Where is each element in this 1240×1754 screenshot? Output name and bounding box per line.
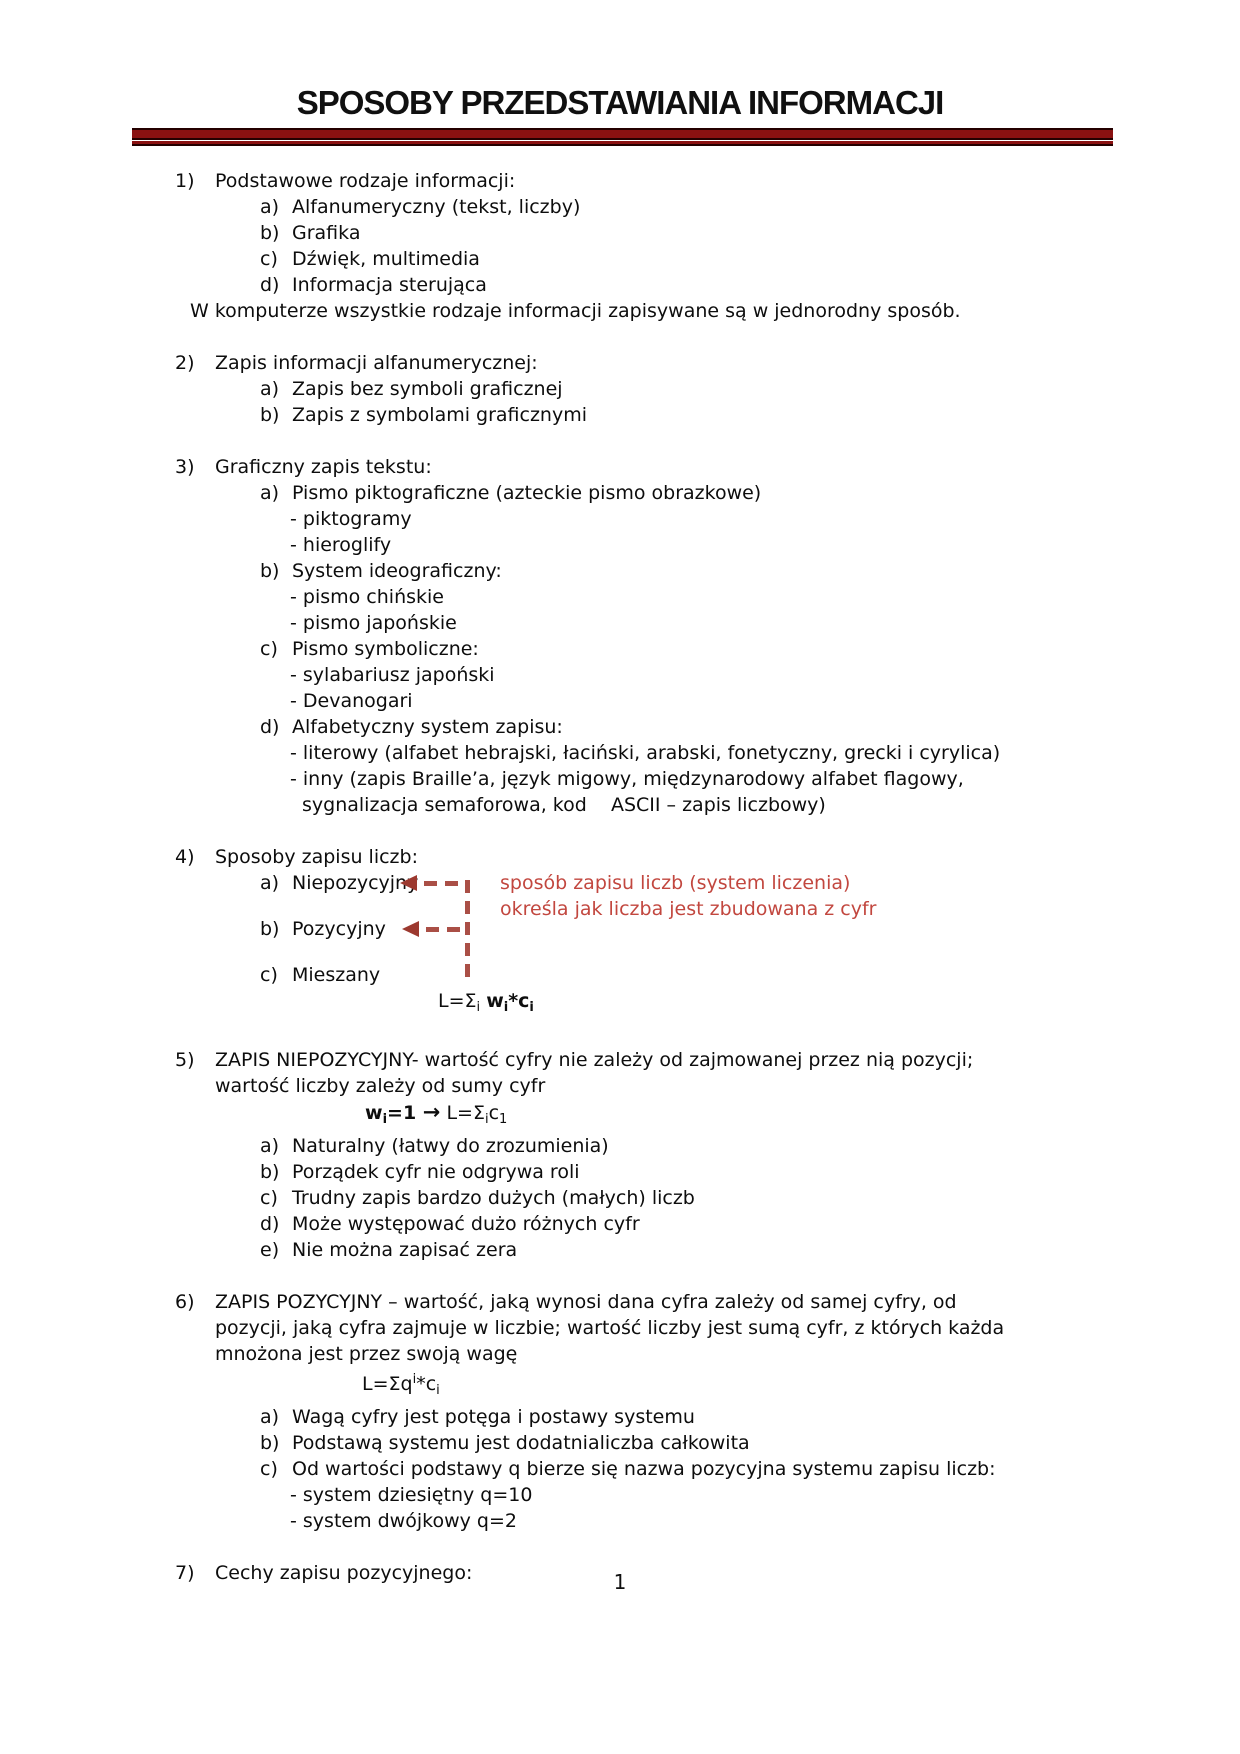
line-text: Zapis bez symboli graficznej: [292, 378, 563, 400]
sub-list-item: [0, 584, 1240, 610]
line-text: - pismo japońskie: [290, 612, 457, 634]
line-text: Pismo symboliczne:: [292, 638, 479, 660]
number-systems-diagram: [0, 870, 1240, 988]
formula-segment: L=Σ: [438, 990, 477, 1012]
line-text: Graficzny zapis tekstu:: [215, 456, 432, 478]
arrow-left-icon: [400, 875, 417, 891]
spacer: [0, 428, 1240, 454]
line-text: ZAPIS POZYCYJNY – wartość, jaką wynosi dana cyfra zależy od samej cyfry, od: [215, 1291, 957, 1313]
line-label: a): [260, 196, 280, 218]
section-heading: [0, 168, 1240, 194]
sub-list-item: [0, 688, 1240, 714]
formula-segment: L=Σq: [362, 1373, 413, 1395]
arrow-left-icon: [402, 921, 419, 937]
list-item: [0, 1185, 1240, 1211]
dashed-connector-vertical: [465, 880, 470, 978]
formula: [0, 1099, 1240, 1133]
diagram-item: [260, 870, 418, 896]
page-title: SPOSOBY PRZEDSTAWIANIA INFORMACJI: [296, 84, 944, 121]
list-item: [0, 558, 1240, 584]
line-label: c): [260, 248, 278, 270]
line-text: Sposoby zapisu liczb:: [215, 846, 418, 868]
sub-list-item: [0, 532, 1240, 558]
line-text: - pismo chińskie: [290, 586, 444, 608]
title-rule: [132, 128, 1113, 146]
formula: [0, 1367, 1240, 1404]
line-text: - literowy (alfabet hebrajski, łaciński, arabski, fonetyczny, grecki i cyrylica): [290, 742, 1001, 764]
line-text: Dźwięk, multimedia: [292, 248, 480, 270]
list-item: [0, 714, 1240, 740]
line-text: - system dwójkowy q=2: [290, 1510, 517, 1532]
line-label: 3): [175, 456, 195, 478]
section-heading: [0, 1047, 1240, 1073]
line-label: a): [260, 378, 280, 400]
diagram-item-label: b): [260, 918, 280, 940]
line-text: pozycji, jaką cyfra zajmuje w liczbie; wartość liczby jest sumą cyfr, z których każda: [215, 1317, 1005, 1339]
formula-segment: c: [488, 1102, 500, 1124]
sub-list-item: [0, 1508, 1240, 1534]
line-label: b): [260, 404, 280, 426]
line-text: Od wartości podstawy q bierze się nazwa pozycyjna systemu zapisu liczb:: [292, 1458, 996, 1480]
formula-segment: =1: [387, 1102, 423, 1124]
sub-list-item: [0, 766, 1240, 792]
formula-segment: i: [529, 1000, 534, 1015]
list-item: [0, 272, 1240, 298]
section-heading: [0, 350, 1240, 376]
formula-segment: i: [412, 1372, 417, 1387]
diagram-item-text: Mieszany: [292, 964, 381, 986]
list-item: [0, 480, 1240, 506]
title-rule-thick: [132, 128, 1113, 140]
formula-segment: →: [422, 1100, 441, 1124]
line-text: Podstawowe rodzaje informacji:: [215, 170, 516, 192]
annotation-line-1: sposób zapisu liczb (system liczenia): [500, 872, 851, 894]
list-item: [0, 220, 1240, 246]
line-label: b): [260, 1432, 280, 1454]
line-text: ZAPIS NIEPOZYCYJNY- wartość cyfry nie zależy od zajmowanej przez nią pozycji;: [215, 1049, 974, 1071]
line-label: d): [260, 1213, 280, 1235]
line-text: - hieroglify: [290, 534, 392, 556]
formula-segment: *: [508, 990, 519, 1012]
document-body: [0, 168, 1240, 1586]
line-text: Podstawą systemu jest dodatnialiczba całkowita: [292, 1432, 750, 1454]
sub-list-item: [0, 740, 1240, 766]
line-text: Zapis informacji alfanumerycznej:: [215, 352, 538, 374]
formula-segment: 1: [499, 1112, 508, 1127]
list-item: [0, 194, 1240, 220]
line-label: a): [260, 1406, 280, 1428]
section-heading-continuation: [0, 1315, 1240, 1341]
sub-list-item: [0, 610, 1240, 636]
line-text: - piktogramy: [290, 508, 412, 530]
spacer: [0, 818, 1240, 844]
section-heading: [0, 454, 1240, 480]
line-label: c): [260, 1187, 278, 1209]
line-text: Trudny zapis bardzo dużych (małych) liczb: [292, 1187, 695, 1209]
page-number: 1: [613, 1570, 627, 1594]
line-text: - inny (zapis Braille’a, język migowy, międzynarodowy alfabet flagowy,: [290, 768, 964, 790]
line-label: 7): [175, 1562, 195, 1584]
line-text: Wagą cyfry jest potęga i postawy systemu: [292, 1406, 695, 1428]
spacer: [0, 1263, 1240, 1289]
formula-segment: *c: [416, 1373, 437, 1395]
line-text: W komputerze wszystkie rodzaje informacji zapisywane są w jednorodny sposób.: [190, 300, 961, 322]
annotation-text: [500, 870, 876, 922]
list-item: [0, 1133, 1240, 1159]
line-label: b): [260, 1161, 280, 1183]
line-text: - Devanogari: [290, 690, 413, 712]
section-heading: [0, 1289, 1240, 1315]
formula-segment: i: [382, 1112, 388, 1127]
formula-segment: w: [365, 1102, 383, 1124]
line-text: Grafika: [292, 222, 361, 244]
line-text: Alfabetyczny system zapisu:: [292, 716, 563, 738]
formula-segment: i: [484, 1112, 489, 1127]
line-label: d): [260, 274, 280, 296]
section-heading: [0, 844, 1240, 870]
spacer: [0, 1534, 1240, 1560]
line-text: Porządek cyfr nie odgrywa roli: [292, 1161, 580, 1183]
formula: [0, 988, 1240, 1021]
list-item: [0, 402, 1240, 428]
list-item: [0, 1430, 1240, 1456]
line-label: a): [260, 482, 280, 504]
line-label: 5): [175, 1049, 195, 1071]
line-text: Alfanumeryczny (tekst, liczby): [292, 196, 581, 218]
line-label: c): [260, 638, 278, 660]
line-text: wartość liczby zależy od sumy cyfr: [215, 1075, 546, 1097]
dashed-connector-horizontal: [426, 927, 470, 932]
line-text: - sylabariusz japoński: [290, 664, 495, 686]
line-label: a): [260, 1135, 280, 1157]
diagram-item-text: Pozycyjny: [292, 918, 386, 940]
annotation-line-2: określa jak liczba jest zbudowana z cyfr: [500, 898, 877, 920]
diagram-item-label: c): [260, 964, 278, 986]
formula-segment: L=Σ: [440, 1102, 485, 1124]
list-item: [0, 246, 1240, 272]
formula-segment: c: [518, 990, 530, 1012]
line-label: 2): [175, 352, 195, 374]
list-item: [0, 1211, 1240, 1237]
formula-segment: w: [486, 990, 504, 1012]
line-label: b): [260, 560, 280, 582]
line-label: 6): [175, 1291, 195, 1313]
spacer: [0, 324, 1240, 350]
diagram-item: [260, 962, 380, 988]
line-label: 1): [175, 170, 195, 192]
list-item: [0, 1404, 1240, 1430]
list-item: [0, 1159, 1240, 1185]
diagram-item-label: a): [260, 872, 280, 894]
line-label: d): [260, 716, 280, 738]
sub-list-continuation: [0, 792, 1240, 818]
diagram-item: [260, 916, 386, 942]
line-text: Informacja sterująca: [292, 274, 487, 296]
sub-list-item: [0, 662, 1240, 688]
line-label: b): [260, 222, 280, 244]
line-text: Może występować dużo różnych cyfr: [292, 1213, 640, 1235]
line-text: - system dziesiętny q=10: [290, 1484, 533, 1506]
section-heading-continuation: [0, 1073, 1240, 1099]
sub-list-item: [0, 506, 1240, 532]
dashed-connector-horizontal: [424, 881, 470, 886]
title-rule-thin: [132, 141, 1113, 146]
line-text: Pismo piktograficzne (azteckie pismo obrazkowe): [292, 482, 762, 504]
line-text: System ideograficzny:: [292, 560, 502, 582]
list-item: [0, 1456, 1240, 1482]
line-text: Naturalny (łatwy do zrozumienia): [292, 1135, 609, 1157]
formula-segment: i: [503, 1000, 509, 1015]
line-text: Nie można zapisać zera: [292, 1239, 518, 1261]
formula-segment: i: [436, 1383, 440, 1398]
list-item: [0, 376, 1240, 402]
section-heading-continuation: [0, 1341, 1240, 1367]
line-text: Cechy zapisu pozycyjnego:: [215, 1562, 473, 1584]
list-item: [0, 636, 1240, 662]
line-label: c): [260, 1458, 278, 1480]
spacer: [0, 1021, 1240, 1047]
line-label: 4): [175, 846, 195, 868]
diagram-item-text: Niepozycyjny: [292, 872, 419, 894]
line-text: sygnalizacja semaforowa, kod ASCII – zapis liczbowy): [302, 794, 826, 816]
line-text: Zapis z symbolami graficznymi: [292, 404, 588, 426]
line-label: e): [260, 1239, 280, 1261]
formula-segment: i: [476, 1000, 481, 1015]
line-text: mnożona jest przez swoją wagę: [215, 1343, 518, 1365]
sub-list-item: [0, 1482, 1240, 1508]
list-item: [0, 1237, 1240, 1263]
note-text: [0, 298, 1240, 324]
